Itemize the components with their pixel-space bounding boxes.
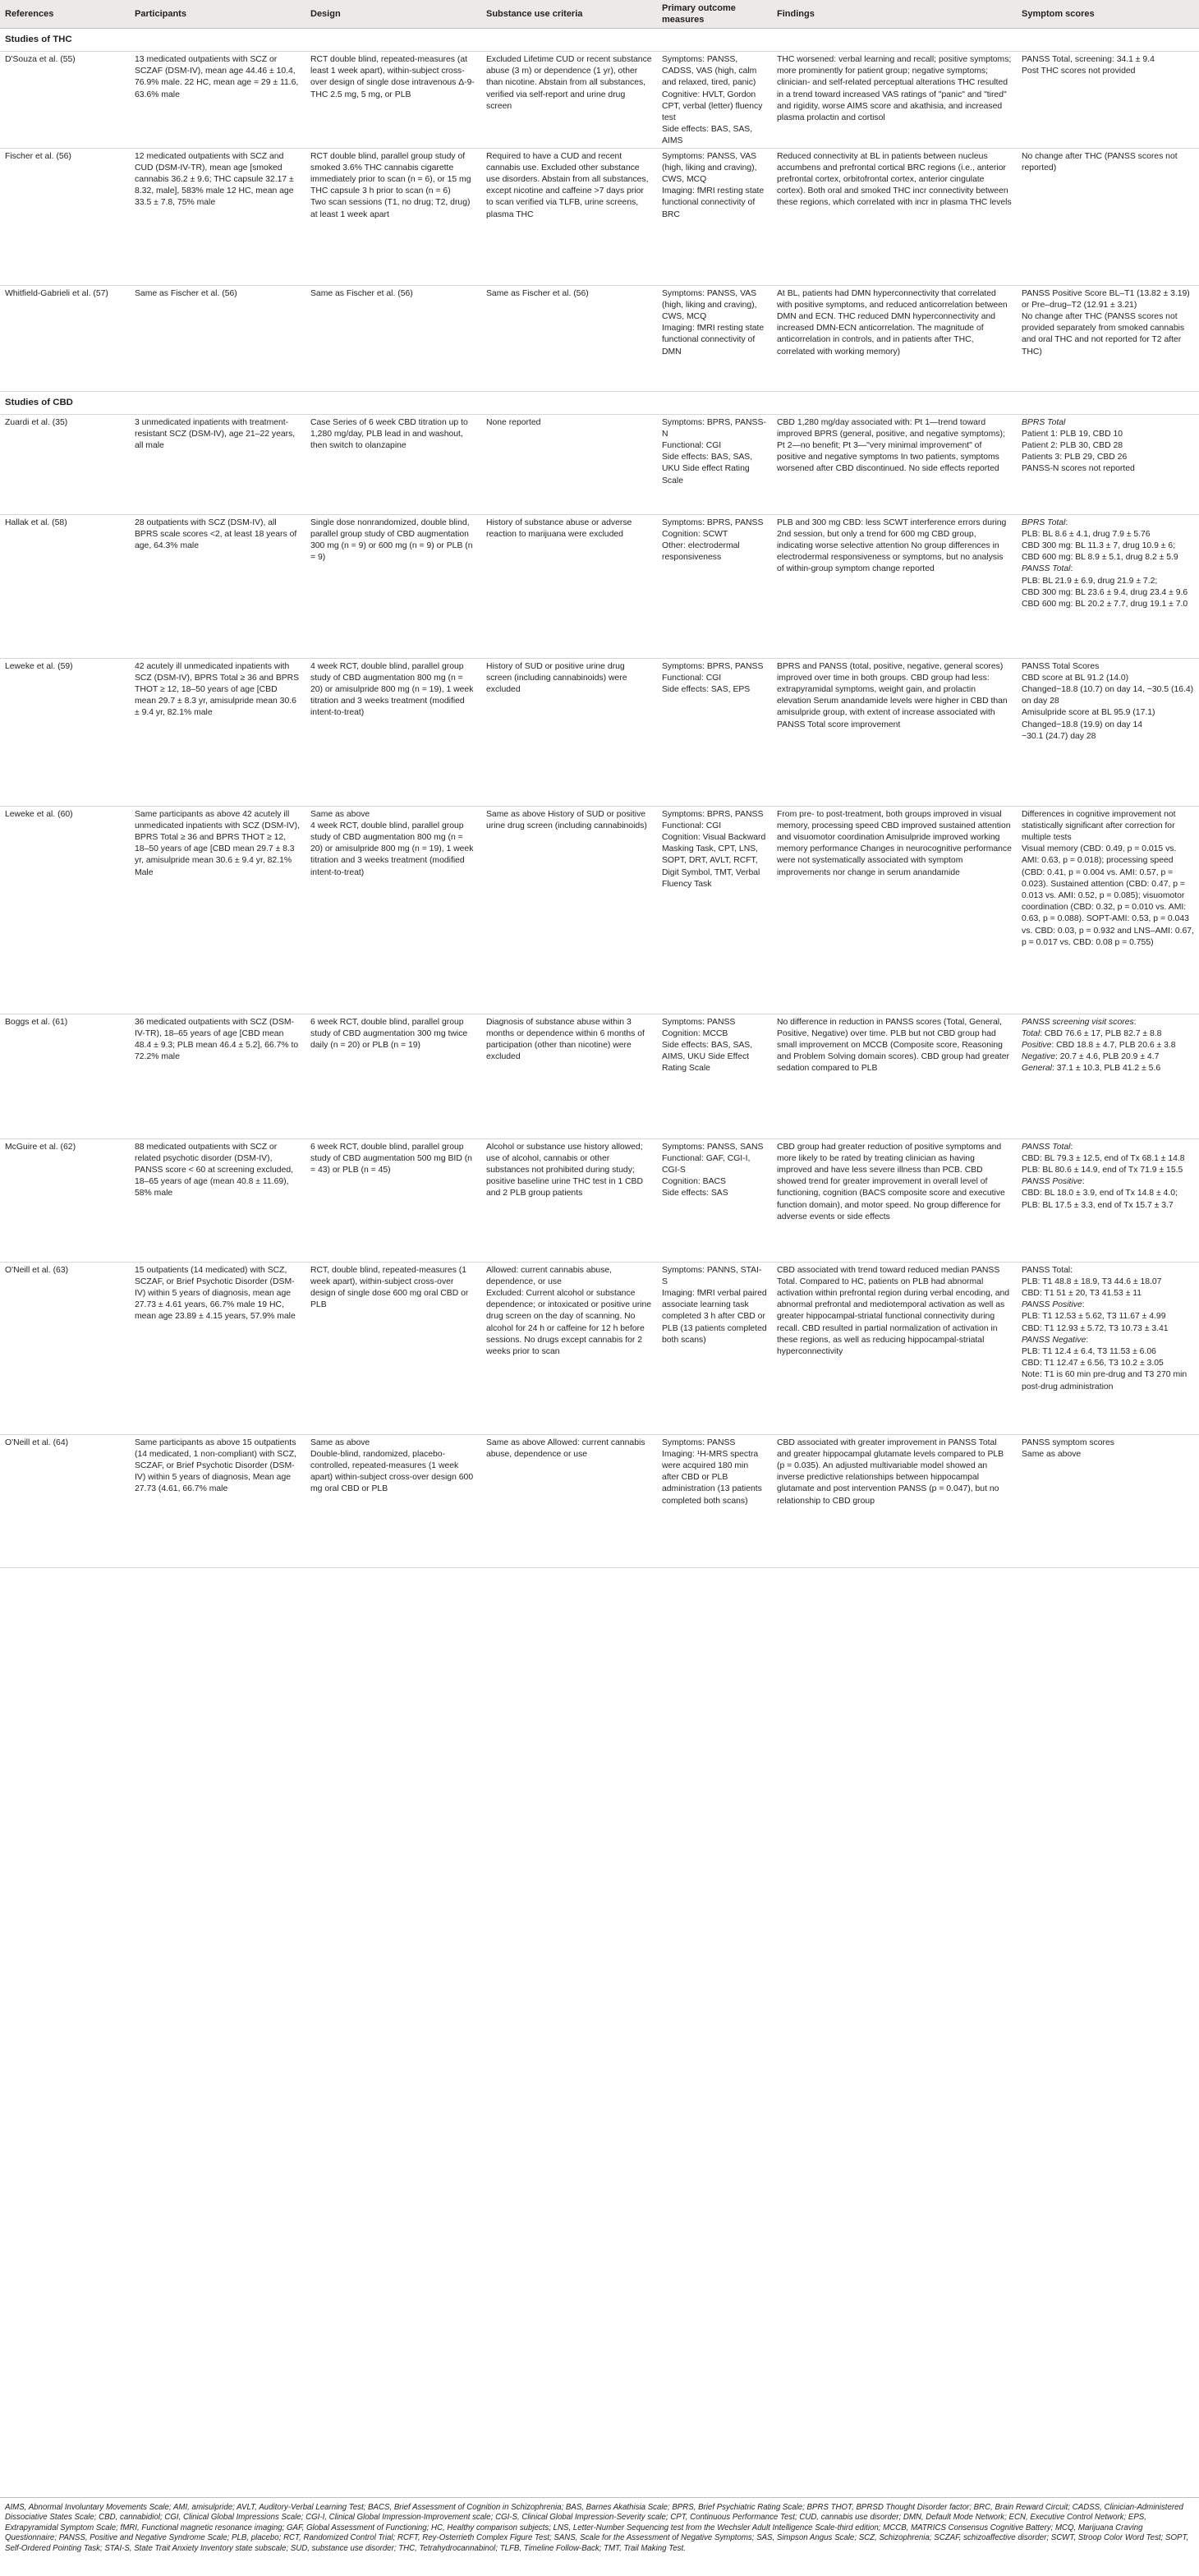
- section-heading: Studies of CBD: [0, 391, 1199, 414]
- cell-line: Alcohol or substance use history allowed; use of alcohol, cannabis or other substances not prohibited during study; positive baseline urine THC test in 1 CBD and 2 PLB group patients: [486, 1142, 643, 1198]
- reference-cell: D'Souza et al. (55): [0, 52, 130, 149]
- cell-line: Side effects: BAS, SAS, AIMS: [662, 125, 753, 146]
- table-row: [0, 148, 1199, 285]
- table-row: [0, 514, 1199, 658]
- col-header-references: References: [0, 0, 130, 29]
- cell-line: No change after THC (PANSS scores not reported): [1022, 151, 1178, 172]
- cell-line: 13 medicated outpatients with SCZ or SCZAF (DSM-IV), mean age 44.46 ± 10.4, 76.9% male. 22 HC, mean age = 29 ± 11.6, 63.6% male: [135, 55, 299, 99]
- cell-line: CBD 600 mg: BL 20.2 ± 7.7, drug 19.1 ± 7.0: [1022, 600, 1188, 610]
- cell-line: CBD: BL 18.0 ± 3.9, end of Tx 14.8 ± 4.0; PLB: BL 17.5 ± 3.3, end of Tx 15.7 ± 3.7: [1022, 1189, 1178, 1210]
- cell-line: Imaging: ¹H-MRS spectra were acquired 180 min after CBD or PLB administration (13 patients completed both scans): [662, 1449, 762, 1506]
- cell-line: 28 outpatients with SCZ (DSM-IV), all BPRS scale scores <2, at least 18 years of age, 64.3% male: [135, 518, 297, 551]
- cell-line: RCT, double blind, repeated-measures (1 week apart), within-subject cross-over design of single dose 600 mg oral CBD or PLB: [310, 1265, 469, 1310]
- measures-cell: [657, 658, 772, 806]
- cell-line: CBD: T1 51 ± 20, T3 41.53 ± 11: [1022, 1289, 1142, 1299]
- design-cell: [305, 1014, 481, 1138]
- design-cell: [305, 414, 481, 514]
- col-header-symptom-scores: Symptom scores: [1017, 0, 1199, 29]
- reference-cell: Leweke et al. (60): [0, 806, 130, 1014]
- cell-line: PANSS Total Scores: [1022, 661, 1100, 671]
- cell-line: Imaging: fMRI verbal paired associate learning task completed 3 h after CBD or PLB (13 patients completed both scans): [662, 1289, 767, 1345]
- cell-line: Functional: CGI: [662, 441, 722, 451]
- table-row: [0, 658, 1199, 806]
- cell-line: Symptoms: PANSS: [662, 1438, 736, 1447]
- findings-cell: [772, 285, 1017, 391]
- cell-line: Cognitive: HVLT, Gordon CPT, verbal (letter) fluency test: [662, 90, 763, 123]
- cell-line: Symptoms: BPRS, PANSS-N: [662, 417, 766, 439]
- cell-line: Functional: CGI: [662, 821, 722, 830]
- cell-line: PANSS Positive Score BL–T1 (13.82 ± 3.19) or Pre–drug–T2 (12.91 ± 3.21): [1022, 288, 1190, 310]
- cell-line: Functional: CGI: [662, 673, 722, 683]
- section-heading: Studies of THC: [0, 29, 1199, 52]
- cell-line: CBD associated with trend toward reduced median PANSS Total. Compared to HC, patients on PLB had abnormal activation within prefrontal region during verbal encoding, and abnormal prefrontal and mediotemporal activation as well as greater hippocampal-striatal functional connectivity during recall. CBD resulted in partial normalization of activation in these regions, as well as reducing hippocampal-striatal hyperconnectivity: [777, 1265, 1010, 1357]
- cell-line: No difference in reduction in PANSS scores (Total, General, Positive, Negative) over time. PLB but not CBD group had small improvement on MCCB (Composite score, Reasoning and Problem Solving domain scores). CBD group had greater sedation compared to PLB: [777, 1017, 1010, 1074]
- cell-line: Visual memory (CBD: 0.49, p = 0.015 vs. AMI: 0.63, p = 0.018); processing speed (CBD: 0.41, p = 0.004 vs. AMI: 0.57, p = 0.023). Sustained attention (CBD: 0.47, p = 0.013 vs. AMI: 0.52, p = 0.085); visuomotor coordination (CBD: 0.32, p = 0.010 vs. AMI: 0.63, p = 0.088). SOPT-AMI: 0.53, p = 0.043 vs. CBD: 0.03, p = 0.932 and LNS–AMI: 0.67, p = 0.017 vs. CBD: 0.08 p = 0.755): [1022, 844, 1194, 947]
- reference-cell: Leweke et al. (59): [0, 658, 130, 806]
- reference-cell: McGuire et al. (62): [0, 1138, 130, 1262]
- cell-line: Side effects: BAS, SAS, UKU Side effect Rating Scale: [662, 453, 753, 485]
- cell-line: CBD 1,280 mg/day associated with: Pt 1—trend toward improved BPRS (general, positive, and negative symptoms); Pt 2—no benefit; Pt 3—"very minimal improvement" of positive and negative symptoms In two patients, symptoms worsened after CBD discontinued. No side effects reported: [777, 417, 1005, 474]
- findings-cell: [772, 1014, 1017, 1138]
- reference-cell: Whitfield-Gabrieli et al. (57): [0, 285, 130, 391]
- cell-line: Same as above: [310, 809, 370, 819]
- table-body: [0, 29, 1199, 1568]
- cell-line: Same participants as above 42 acutely ill unmedicated inpatients with SCZ (DSM-IV), BPRS Total ≥ 36 and BPRS THOT ≥ 12, 18–50 years of age [CBD mean 29.7 ± 8.3 yr, amisulpride mean 30.6 ± 9.4 yr, 82.1% Male: [135, 809, 300, 877]
- criteria-cell: [481, 514, 657, 658]
- participants-cell: [130, 1138, 305, 1262]
- col-header-findings: Findings: [772, 0, 1017, 29]
- cell-line: At BL, patients had DMN hyperconnectivity that correlated with positive symptoms, and reduced anticorrelation between DMN and ECN. THC reduced DMN hyperconnectivity and increased DMN-ECN anticorrelation. The magnitude of anticorrelation in controls, and in patients after THC, correlated with working memory): [777, 288, 1008, 356]
- cell-line: Case Series of 6 week CBD titration up to 1,280 mg/day, PLB lead in and washout, then switch to olanzapine: [310, 417, 468, 451]
- table-row: [0, 285, 1199, 391]
- cell-line: Allowed: current cannabis abuse, dependence, or use: [486, 1265, 613, 1286]
- scores-cell: [1017, 52, 1199, 149]
- cell-line: 15 outpatients (14 medicated) with SCZ, SCZAF, or Brief Psychotic Disorder (DSM-IV) within 5 years of diagnosis, mean age 27.73 ± 4.61 years, 66.7% male 19 HC, mean age 23.89 ± 4.15 years, 57.9% male: [135, 1265, 296, 1322]
- design-cell: [305, 514, 481, 658]
- cell-line: CBD group had greater reduction of positive symptoms and more likely to be rated by treating clinician as having improved and have less severe illness than PCB. CBD showed trend for greater improvement in overall level of functioning, cognition (BACS composite score and executive function domain), and motor speed. No group difference for adverse events or side effects: [777, 1142, 1005, 1221]
- cell-line: Side effects: BAS, SAS, AIMS, UKU Side Effect Rating Scale: [662, 1041, 753, 1074]
- cell-line: Patient 2: PLB 30, CBD 28: [1022, 441, 1123, 451]
- cell-line: General: 37.1 ± 10.3, PLB 41.2 ± 5.6: [1022, 1064, 1161, 1074]
- cell-line: PANSS screening visit scores:: [1022, 1017, 1137, 1027]
- cell-line: Same as above Allowed: current cannabis abuse, dependence or use: [486, 1438, 645, 1459]
- reference-cell: Fischer et al. (56): [0, 148, 130, 285]
- col-header-outcome-measures: Primary outcome measures: [657, 0, 772, 29]
- cell-line: Symptoms: BPRS, PANSS: [662, 518, 764, 527]
- table-row: [0, 414, 1199, 514]
- cell-line: Total: CBD 76.6 ± 17, PLB 82.7 ± 8.8: [1022, 1028, 1162, 1038]
- cell-line: Patients 3: PLB 29, CBD 26: [1022, 453, 1128, 462]
- cell-line: Symptoms: BPRS, PANSS: [662, 809, 764, 819]
- measures-cell: [657, 1138, 772, 1262]
- participants-cell: [130, 1262, 305, 1434]
- design-cell: [305, 806, 481, 1014]
- cell-line: Post THC scores not provided: [1022, 67, 1136, 76]
- cell-line: Double-blind, randomized, placebo-controlled, repeated-measures (1 week apart) within-subject cross-over design 600 mg oral CBD or PLB: [310, 1449, 474, 1494]
- criteria-cell: [481, 1262, 657, 1434]
- cell-line: Excluded: Current alcohol or substance dependence; or intoxicated or positive urine drug screen on the day of scanning. No alcohol for 24 h or caffeine for 12 h before sessions. No drugs except cannabis for 2 weeks prior to scan: [486, 1289, 652, 1357]
- table-row: [0, 1138, 1199, 1262]
- criteria-cell: [481, 285, 657, 391]
- table-row: [0, 1434, 1199, 1567]
- participants-cell: [130, 658, 305, 806]
- measures-cell: [657, 514, 772, 658]
- cell-line: Positive: CBD 18.8 ± 4.7, PLB 20.6 ± 3.8: [1022, 1041, 1176, 1051]
- cell-line: RCT double blind, repeated-measures (at least 1 week apart), within-subject cross-over design of single dose intravenous Δ-9-THC 2.5 mg, 5 mg, or PLB: [310, 55, 475, 99]
- cell-line: 36 medicated outpatients with SCZ (DSM-IV-TR), 18–65 years of age [CBD mean 48.4 ± 9.3; PLB mean 46.4 ± 5.2], 66.7% to 72.2% male: [135, 1017, 299, 1062]
- cell-line: PANSS Negative:: [1022, 1335, 1089, 1345]
- cell-line: PANSS Positive:: [1022, 1177, 1085, 1187]
- cell-line: None reported: [486, 417, 541, 427]
- cell-line: 4 week RCT, double blind, parallel group study of CBD augmentation 800 mg (n = 20) or amisulpride 800 mg (n = 19), 1 week titration and 3 weeks treatment (modified intent-to-treat): [310, 661, 474, 718]
- cell-line: Imaging: fMRI resting state functional connectivity of BRC: [662, 186, 765, 219]
- cell-line: 6 week RCT, double blind, parallel group study of CBD augmentation 300 mg twice daily (n = 20) or PLB (n = 19): [310, 1017, 468, 1051]
- table-row: [0, 806, 1199, 1014]
- findings-cell: [772, 1262, 1017, 1434]
- table-row: [0, 1014, 1199, 1138]
- cell-line: BPRS and PANSS (total, positive, negative, general scores) improved over time in both groups. CBD group had less: extrapyramidal symptoms, weight gain, and prolactin elevation Serum anandamide levels were higher in CBD than amisulpride group, with extent of increase associated with PANSS Total score improvement: [777, 661, 1008, 729]
- cell-line: Same as Fischer et al. (56): [135, 288, 237, 298]
- reference-cell: O'Neill et al. (63): [0, 1262, 130, 1434]
- cell-line: Single dose nonrandomized, double blind, parallel group study of CBD augmentation 300 mg (n = 9) or 600 mg (n = 9) or PLB (n = 9): [310, 518, 473, 563]
- scores-cell: [1017, 514, 1199, 658]
- section-row-cbd: [0, 391, 1199, 414]
- measures-cell: [657, 285, 772, 391]
- cell-line: CBD 600 mg: BL 8.9 ± 5.1, drug 8.2 ± 5.9: [1022, 553, 1178, 563]
- participants-cell: [130, 52, 305, 149]
- cell-line: CBD associated with greater improvement in PANSS Total and greater hippocampal glutamate levels compared to PLB (p = 0.035). An adjusted multivariable model showed an inverse predictive relationships between hippocampal glutamate and post intervention PANSS (p = 0.047), but no relationship to CBD group: [777, 1438, 1004, 1506]
- cell-line: PLB: BL 80.6 ± 14.9, end of Tx 71.9 ± 15.5: [1022, 1166, 1183, 1175]
- cell-line: PLB: T1 12.4 ± 6.4, T3 11.53 ± 6.06: [1022, 1347, 1156, 1357]
- cell-line: BPRS Total:: [1022, 518, 1068, 527]
- reference-cell: Zuardi et al. (35): [0, 414, 130, 514]
- cell-line: PANSS Total:: [1022, 564, 1073, 574]
- cell-line: History of substance abuse or adverse reaction to marijuana were excluded: [486, 518, 632, 539]
- criteria-cell: [481, 414, 657, 514]
- participants-cell: [130, 514, 305, 658]
- cell-line: PLB: BL 8.6 ± 4.1, drug 7.9 ± 5.76: [1022, 529, 1151, 539]
- cell-line: Reduced connectivity at BL in patients between nucleus accumbens and prefrontal cortical BRC regions (i.e., anterior prefrontal cortex, orbitofrontal cortex, anterior cingulate cortex). Both oral and smoked THC incr connectivity between these regions, which correlated with incr in plasma THC levels: [777, 151, 1012, 208]
- table-row: [0, 52, 1199, 149]
- cell-line: 42 acutely ill unmedicated inpatients with SCZ (DSM-IV), BPRS Total ≥ 36 and BPRS THOT ≥ 12, 18–50 years of age [CBD mean 29.7 ± 8.3 yr, amisulpride mean 30.6 ± 9.4 yr, 82.1% male: [135, 661, 300, 718]
- cell-line: CBD 300 mg: BL 11.3 ± 7, drug 10.9 ± 6;: [1022, 541, 1175, 551]
- cell-line: RCT double blind, parallel group study of smoked 3.6% THC cannabis cigarette immediately prior to scan (n = 6), or 15 mg THC capsule 3 h prior to scan (n = 6): [310, 151, 471, 196]
- cell-line: Other: electrodermal responsiveness: [662, 541, 740, 563]
- participants-cell: [130, 285, 305, 391]
- criteria-cell: [481, 1434, 657, 1567]
- design-cell: [305, 1262, 481, 1434]
- cell-line: Symptoms: PANSS: [662, 1017, 736, 1027]
- cell-line: Negative: 20.7 ± 4.6, PLB 20.9 ± 4.7: [1022, 1052, 1160, 1062]
- cell-line: PANSS Total, screening: 34.1 ± 9.4: [1022, 55, 1155, 64]
- design-cell: [305, 658, 481, 806]
- participants-cell: [130, 1014, 305, 1138]
- cell-line: Excluded Lifetime CUD or recent substance abuse (3 m) or dependence (1 yr), other than nicotine. Abstain from all substances, verified via self-report and urine drug screen: [486, 55, 652, 111]
- cell-line: Note: T1 is 60 min pre-drug and T3 270 min post-drug administration: [1022, 1370, 1188, 1392]
- findings-cell: [772, 414, 1017, 514]
- reference-cell: O'Neill et al. (64): [0, 1434, 130, 1567]
- cell-line: PANSS Positive:: [1022, 1300, 1085, 1310]
- cell-line: Side effects: SAS, EPS: [662, 685, 751, 695]
- cell-line: Cognition: Visual Backward Masking Task, CPT, LNS, SOPT, DRT, AVLT, RCFT, Digit Symbol, TMT, Verbal Fluency Task: [662, 833, 766, 889]
- cell-line: 3 unmedicated inpatients with treatment-resistant SCZ (DSM-IV), age 21–22 years, all male: [135, 417, 296, 451]
- cell-line: Same as Fischer et al. (56): [486, 288, 589, 298]
- scores-cell: [1017, 148, 1199, 285]
- cell-line: CBD 300 mg: BL 23.6 ± 9.4, drug 23.4 ± 9.6: [1022, 587, 1188, 597]
- measures-cell: [657, 1262, 772, 1434]
- measures-cell: [657, 148, 772, 285]
- criteria-cell: [481, 658, 657, 806]
- measures-cell: [657, 52, 772, 149]
- cell-line: −30.1 (24.7) day 28: [1022, 731, 1096, 741]
- cell-line: History of SUD or positive urine drug screen (including cannabinoids) were excluded: [486, 661, 627, 695]
- col-header-design: Design: [305, 0, 481, 29]
- cell-line: CBD: BL 79.3 ± 12.5, end of Tx 68.1 ± 14.8: [1022, 1153, 1185, 1163]
- cell-line: CBD: T1 12.47 ± 6.56, T3 10.2 ± 3.05: [1022, 1359, 1164, 1368]
- cell-line: Imaging: fMRI resting state functional connectivity of DMN: [662, 324, 765, 356]
- cell-line: Symptoms: PANSS, SANS: [662, 1142, 764, 1152]
- participants-cell: [130, 148, 305, 285]
- cell-line: No change after THC (PANSS scores not provided separately from smoked cannabis and oral THC and not reported for T2 after THC): [1022, 312, 1185, 356]
- cell-line: PANSS Total:: [1022, 1265, 1073, 1275]
- cell-line: Same as Fischer et al. (56): [310, 288, 413, 298]
- cell-line: Symptoms: PANSS, CADSS, VAS (high, calm and relaxed, tired, panic): [662, 55, 757, 88]
- reference-cell: Boggs et al. (61): [0, 1014, 130, 1138]
- criteria-cell: [481, 806, 657, 1014]
- cell-line: PLB: BL 21.9 ± 6.9, drug 21.9 ± 7.2;: [1022, 576, 1158, 586]
- table-row: [0, 1262, 1199, 1434]
- cell-line: Diagnosis of substance abuse within 3 months or dependence within 6 months of participation (other than nicotine) were excluded: [486, 1017, 645, 1062]
- findings-cell: [772, 1434, 1017, 1567]
- cell-line: 6 week RCT, double blind, parallel group study of CBD augmentation 500 mg BID (n = 43) or PLB (n = 45): [310, 1142, 472, 1175]
- findings-cell: [772, 806, 1017, 1014]
- cell-line: Required to have a CUD and recent cannabis use. Excluded other substance use disorders. Abstain from all substances, except nicotine and caffeine >7 days prior to scan verified via TLFB, urine screens, plasma THC: [486, 151, 649, 219]
- scores-cell: [1017, 1262, 1199, 1434]
- cell-line: PANSS Total:: [1022, 1142, 1073, 1152]
- findings-cell: [772, 658, 1017, 806]
- cell-line: Functional: GAF, CGI-I, CGI-S: [662, 1153, 751, 1175]
- section-row-thc: [0, 29, 1199, 52]
- scores-cell: [1017, 1014, 1199, 1138]
- cell-line: PLB and 300 mg CBD: less SCWT interference errors during 2nd session, but only a trend for 600 mg CBD group, indicating worse selective attention No group differences in electrodermal responsiveness or symptoms, but no analysis of within-group symptom change reported: [777, 518, 1007, 574]
- cell-line: PANSS-N scores not reported: [1022, 464, 1135, 474]
- cell-line: Cognition: MCCB: [662, 1028, 728, 1038]
- cell-line: CBD: T1 12.93 ± 5.72, T3 10.73 ± 3.41: [1022, 1323, 1169, 1333]
- design-cell: [305, 285, 481, 391]
- measures-cell: [657, 414, 772, 514]
- col-header-substance-criteria: Substance use criteria: [481, 0, 657, 29]
- cell-line: Symptoms: PANSS, VAS (high, liking and craving), CWS, MCQ: [662, 151, 757, 185]
- cell-line: BPRS Total: [1022, 417, 1066, 427]
- participants-cell: [130, 414, 305, 514]
- reference-cell: Hallak et al. (58): [0, 514, 130, 658]
- findings-cell: [772, 148, 1017, 285]
- cell-line: Differences in cognitive improvement not statistically significant after correction for multiple tests: [1022, 809, 1176, 843]
- participants-cell: [130, 1434, 305, 1567]
- col-header-participants: Participants: [130, 0, 305, 29]
- criteria-cell: [481, 1138, 657, 1262]
- scores-cell: [1017, 1434, 1199, 1567]
- design-cell: [305, 148, 481, 285]
- findings-cell: [772, 1138, 1017, 1262]
- cell-line: PLB: T1 48.8 ± 18.9, T3 44.6 ± 18.07: [1022, 1276, 1162, 1286]
- cell-line: From pre- to post-treatment, both groups improved in visual memory, processing speed CBD improved sustained attention and visuomotor coordination Amisulpride improved working memory performance Changes in neurocognitive performance were not systematically associated with symptom improvements nor change in serum anandamide: [777, 809, 1012, 877]
- scores-cell: [1017, 285, 1199, 391]
- design-cell: [305, 1434, 481, 1567]
- design-cell: [305, 1138, 481, 1262]
- criteria-cell: [481, 1014, 657, 1138]
- cell-line: Symptoms: BPRS, PANSS: [662, 661, 764, 671]
- cell-line: Changed−18.8 (10.7) on day 14, −30.5 (16.4) on day 28: [1022, 685, 1194, 706]
- cell-line: THC worsened: verbal learning and recall; positive symptoms; more prominently for patient group; negative symptoms; clinician- and self-related perceptual alterations THC resulted in a trend toward increased VAS ratings of "panic" and "tired" and rigidity, worse AIMS score and akathisia, and increased plasma prolactin and cortisol: [777, 55, 1012, 123]
- cell-line: Symptoms: PANSS, VAS (high, liking and craving), CWS, MCQ: [662, 288, 757, 322]
- cell-line: Cognition: SCWT: [662, 529, 728, 539]
- measures-cell: [657, 806, 772, 1014]
- table-header-row: [0, 0, 1199, 29]
- cell-line: Side effects: SAS: [662, 1189, 728, 1198]
- measures-cell: [657, 1014, 772, 1138]
- cell-line: CBD score at BL 91.2 (14.0): [1022, 673, 1129, 683]
- findings-cell: [772, 52, 1017, 149]
- design-cell: [305, 52, 481, 149]
- cell-line: 4 week RCT, double blind, parallel group study of CBD augmentation 800 mg (n = 20) or amisulpride 800 mg (n = 19), 1 week titration and 3 weeks treatment (modified intent-to-treat): [310, 821, 474, 877]
- scores-cell: [1017, 1138, 1199, 1262]
- scores-cell: [1017, 806, 1199, 1014]
- cell-line: 12 medicated outpatients with SCZ and CUD (DSM-IV-TR), mean age [smoked cannabis 36.2 ± 9.6; THC capsule 32.17 ± 8.32, male], 583% male 12 HC, mean age 33.5 ± 7.8, 75% male: [135, 151, 294, 208]
- scores-cell: [1017, 414, 1199, 514]
- criteria-cell: [481, 52, 657, 149]
- cell-line: PLB: T1 12.53 ± 5.62, T3 11.67 ± 4.99: [1022, 1312, 1166, 1322]
- scores-cell: [1017, 658, 1199, 806]
- criteria-cell: [481, 148, 657, 285]
- cell-line: Amisulpride score at BL 95.9 (17.1): [1022, 708, 1155, 718]
- abbreviations-footnote: AIMS, Abnormal Involuntary Movements Scale; AMI, amisulpride; AVLT, Auditory-Verbal Learning Test; BACS, Brief Assessment of Cognition in Schizophrenia; BAS, Barnes Akathisia Scale; BPRS, Brief Psychiatric Rating Scale; BPRS THOT, BPRSD Thought Disorder factor; BRC, Brain Reward Circuit; CADSS, Clinician-Administered Dissociative States Scale; CBD, cannabidiol; CGI, Clinical Global Impressions Scale; CGI-I, Clinical Global Impression-Improvement scale; CGI-S, Clinical Global Impression-Severity scale; CPT, Continuous Performance Test; CUD, cannabis use disorder; DMN, Default Mode Network; ECN, Executive Control Network; EPS, Extrapyramidal Symptom Scale; fMRI, Functional magnetic resonance imaging; GAF, Global Assessment of Functioning; HC, Healthy comparison subjects; LNS, Letter-Number Sequencing test from the Wechsler Adult Intelligence Scale-third edition; MCCB, MATRICS Consensus Cognitive Battery; MCQ, Marijuana Craving Questionnaire; PANSS, Positive and Negative Syndrome Scale; PLB, placebo; RCT, Randomized Control Trial; RCFT, Rey-Osterrieth Complex Figure Test; SANS, Scale for the Assessment of Negative Symptoms; SAS, Simpson Angus Scale; SCZ, Schizophrenia; SCZAF, schizoaffective disorder; SCWT, Stroop Color Word Test; SOPT, Self-Ordered Pointing Task; STAI-S, State Trait Anxiety Inventory state subscale; SUD, substance use disorder; THC, Tetrahydrocannabinol; TLFB, Timeline Follow-Back; TMT, Trail Making Test.: [0, 2497, 1199, 2554]
- measures-cell: [657, 1434, 772, 1567]
- cell-line: Two scan sessions (T1, no drug; T2, drug) at least 1 week apart: [310, 198, 471, 219]
- cell-line: Same as above: [310, 1438, 370, 1447]
- cell-line: Patient 1: PLB 19, CBD 10: [1022, 429, 1123, 439]
- findings-cell: [772, 514, 1017, 658]
- cell-line: PANSS symptom scores: [1022, 1438, 1114, 1447]
- cell-line: Changed−18.8 (19.9) on day 14: [1022, 720, 1143, 729]
- participants-cell: [130, 806, 305, 1014]
- cell-line: 88 medicated outpatients with SCZ or related psychotic disorder (DSM-IV), PANSS score < 60 at screening excluded, 18–65 years of age (mean 40.8 ± 11.69), 58% male: [135, 1142, 294, 1198]
- cell-line: Same as above: [1022, 1449, 1082, 1459]
- cell-line: Symptoms: PANNS, STAI-S: [662, 1265, 762, 1286]
- cell-line: Same participants as above 15 outpatients (14 medicated, 1 non-compliant) with SCZ, SCZAF, or Brief Psychotic Disorder (DSM-IV) within 5 years of diagnosis, Mean age 27.73 (4.61, 66.7% male: [135, 1438, 296, 1494]
- cell-line: Cognition: BACS: [662, 1177, 726, 1187]
- cell-line: Same as above History of SUD or positive urine drug screen (including cannabinoids): [486, 809, 647, 830]
